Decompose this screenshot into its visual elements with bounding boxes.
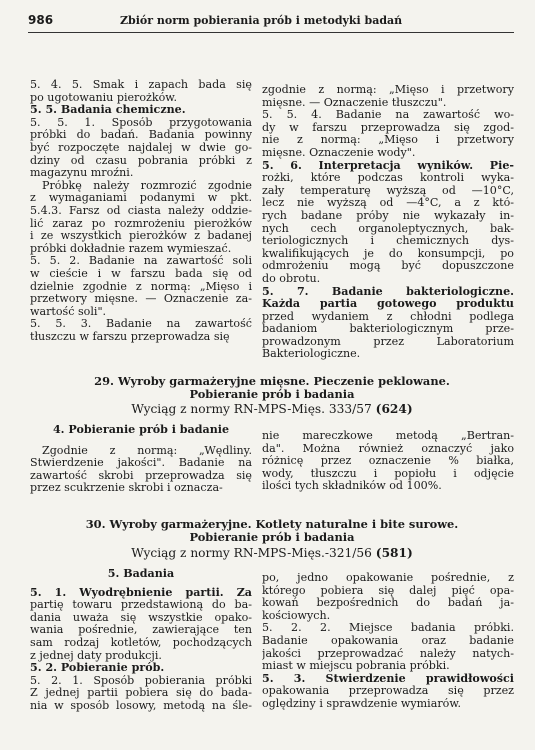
top-left-column xyxy=(30,79,252,343)
text-line: nych cech organoleptycznych, bak- xyxy=(262,222,514,235)
extract-number: (581) xyxy=(375,546,413,560)
text-line: miast w miejscu pobrania próbki. xyxy=(262,660,450,673)
text-line: rych badane próby nie wykazały in- xyxy=(262,209,514,222)
text-line: dziny od czasu pobrania próbki z xyxy=(30,154,252,167)
text-line: kwalifikujących je do konsumpcji, po xyxy=(262,247,514,260)
text-line: lić zaraz po rozmrożeniu pierożków xyxy=(30,217,252,230)
text-line: kowań bezpośrednich do badań ja- xyxy=(262,597,514,610)
text-line: i ze wszystkich pierożków z badanej xyxy=(30,230,252,243)
text-line: Badanie opakowania oraz badanie xyxy=(262,634,514,647)
page-header xyxy=(28,10,514,33)
text-line: nie mareczkowe metodą „Bertran- xyxy=(262,430,514,442)
text-line: dania uważa się wszystkie opako- xyxy=(30,611,252,624)
extract-number: (624) xyxy=(375,402,413,416)
text-line: przetwory mięsne. — Oznaczenie za- xyxy=(30,293,252,306)
text-line: wartość soli". xyxy=(30,305,107,318)
text-line: wania pośrednie, zawierające ten xyxy=(30,624,252,637)
section-30-left-column xyxy=(30,568,252,713)
text-line: którego pobiera się dalej pięć opa- xyxy=(262,584,514,597)
text-line: opakowania przeprowadza się przez xyxy=(262,685,514,698)
text-line: 5. 1. Wyodrębnienie partii. Za xyxy=(30,586,252,599)
text-line: mięsne. — Oznaczenie tłuszczu". xyxy=(262,96,447,109)
section-30-subtitle: Pobieranie prób i badania xyxy=(189,530,355,544)
text-line: Zgodnie z normą: „Wędliny. xyxy=(42,444,252,457)
extract-text: Wyciąg z normy RN-MPS-Mięs. 333/57 xyxy=(131,402,372,416)
subsection-heading: 5. Badania xyxy=(107,568,175,580)
text-line: rożki, które podczas kontroli wyka- xyxy=(262,172,514,185)
text-line: Próbkę należy rozmrozić zgodnie xyxy=(42,179,252,192)
section-29-extract xyxy=(30,402,514,416)
text-line: z wymaganiami podanymi w pkt. xyxy=(30,192,252,205)
text-line: próbki dokładnie razem wymieszać. xyxy=(30,242,232,255)
section-30-title: 30. Wyroby garmażeryjne. Kotlety naturalne i bite surowe. xyxy=(85,517,459,531)
text-line: z jednej daty produkcji. xyxy=(30,649,162,662)
text-line: różnicę przez oznaczenie % białka, xyxy=(262,455,514,468)
text-line: próbki do badań. Badania powinny xyxy=(30,129,252,142)
text-line: zgodnie z normą: „Mięso i przetwory xyxy=(262,84,514,96)
text-line: nie z normą: „Mięso i przetwory xyxy=(262,134,514,147)
section-29-right-column xyxy=(262,430,514,493)
subsection-heading: 5. 3. Stwierdzenie prawidłowości xyxy=(262,672,514,685)
top-right-column xyxy=(262,84,514,361)
text-line: 5. 2. 2. Miejsce badania próbki. xyxy=(262,622,514,635)
extract-text: Wyciąg z normy RN-MPS-Mięs.-321/56 xyxy=(131,546,372,560)
text-line: tłuszczu w farszu przeprowadza się xyxy=(30,330,230,343)
text-line: teriologicznych i chemicznych dys- xyxy=(262,235,514,248)
subsection-heading: 5. 7. Badanie bakteriologiczne. xyxy=(262,285,514,298)
text-line: kościowych. xyxy=(262,609,331,622)
text-line: partię towaru przedstawioną do ba- xyxy=(30,599,252,612)
text-line: zawartość skrobi przeprowadza się xyxy=(30,469,252,482)
text-line: w cieście i w farszu bada się od xyxy=(30,267,252,280)
text-line: przed wydaniem z chłodni podlega xyxy=(262,310,514,323)
text-line: dzielnie zgodnie z normą: „Mięso i xyxy=(30,280,252,293)
text-line: prowadzonym przez Laboratorium xyxy=(262,335,514,348)
section-29-subtitle: Pobieranie prób i badania xyxy=(189,387,355,401)
text-line: 5. 5. 2. Badanie na zawartość soli xyxy=(30,255,252,268)
text-line: oględziny i sprawdzenie wymiarów. xyxy=(262,697,462,710)
text-line: do obrotu. xyxy=(262,272,321,285)
text-line: po, jedno opakowanie pośrednie, z xyxy=(262,572,514,584)
text-line: być rozpoczęte najdalej w dwie go- xyxy=(30,141,252,154)
text-line: Bakteriologiczne. xyxy=(262,348,361,361)
text-line: 5. 6. Interpretacja wyników. Pie- xyxy=(262,159,514,172)
text-line: Stwierdzenie jakości". Badanie na xyxy=(30,457,252,470)
text-line: 5. 5. 4. Badanie na zawartość wo- xyxy=(262,109,514,122)
text-line: jakości przeprowadzać należy natych- xyxy=(262,647,514,660)
text-line: wody, tłuszczu i popiołu i odjęcie xyxy=(262,467,514,480)
section-29-title: 29. Wyroby garmażeryjne mięsne. Pieczenie peklowane. xyxy=(94,374,450,388)
text-line: ilości tych składników od 100%. xyxy=(262,480,442,493)
text-line: 5. 5. 1. Sposób przygotowania xyxy=(30,116,252,129)
text-line: 5. 5. 3. Badanie na zawartość xyxy=(30,318,252,331)
text-line: nia w sposób losowy, metodą na śle- xyxy=(30,699,252,712)
text-line: przez scukrzenie skrobi i oznacza- xyxy=(30,482,223,495)
page-number: 986 xyxy=(28,13,54,27)
text-line: badaniom bakteriologicznym prze- xyxy=(262,323,514,336)
text-line: sam rodzaj kotletów, pochodzących xyxy=(30,636,252,649)
text-line: 5. 2. 1. Sposób pobierania próbki xyxy=(30,674,252,687)
text-line: odmrożeniu mogą być dopuszczone xyxy=(262,260,514,273)
text-line: po ugotowaniu pierożków. xyxy=(30,91,177,104)
text-line: lecz nie wyższą od —4°C, a z któ- xyxy=(262,197,514,210)
text-line: dy w farszu przeprowadza się zgod- xyxy=(262,121,514,134)
text-line: 5. 4. 5. Smak i zapach bada się xyxy=(30,79,252,91)
subsection-heading: 5. 5. Badania chemiczne. xyxy=(30,104,186,117)
text-line: mięsne. Oznaczenie wody". xyxy=(262,146,416,159)
text-line: Każda partia gotowego produktu xyxy=(262,298,514,311)
subsection-heading: 4. Pobieranie prób i badanie xyxy=(52,424,230,436)
section-29-left-column xyxy=(30,424,252,495)
subsection-heading: 5. 2. Pobieranie prób. xyxy=(30,662,165,675)
text-line: Z jednej partii pobiera się do bada- xyxy=(30,687,252,700)
section-30-extract xyxy=(30,546,514,560)
text-line: magazynu mroźni. xyxy=(30,167,134,180)
section-30-right-column xyxy=(262,572,514,711)
text-line: 5.4.3. Farsz od ciasta należy oddzie- xyxy=(30,204,252,217)
text-line: zały temperaturę wyższą od —10°C, xyxy=(262,184,514,197)
running-title: Zbiór norm pobierania prób i metodyki badań xyxy=(120,14,403,27)
text-line: da". Można również oznaczyć jako xyxy=(262,442,514,455)
